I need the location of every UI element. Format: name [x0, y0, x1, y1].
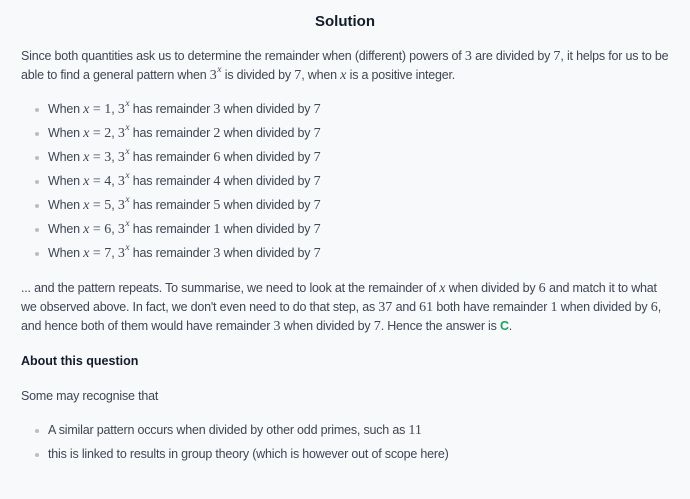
- text-run: Some may recognise that: [21, 389, 159, 403]
- text-run: , it helps for us to be able to find a general pattern when: [21, 49, 669, 82]
- text-run: this is linked to results in group theory (which is however out of scope here): [48, 447, 449, 461]
- math-exponent: x: [125, 194, 130, 205]
- list-item: [48, 196, 669, 215]
- text-run: has remainder: [129, 102, 214, 116]
- text-run: is a positive integer.: [346, 68, 456, 82]
- math-inline: 3: [213, 246, 221, 261]
- math-variable: x: [439, 281, 446, 296]
- text-run: when divided by: [220, 246, 314, 260]
- math-inline: 7: [313, 246, 321, 261]
- answer-choice: C: [499, 319, 509, 333]
- math-exponent: x: [125, 242, 130, 253]
- math-exponent: x: [125, 122, 130, 133]
- math-variable: x: [83, 174, 90, 189]
- text-run: When: [48, 198, 84, 212]
- text-run: has remainder: [129, 174, 214, 188]
- math-inline: 11: [408, 423, 422, 438]
- math-inline: 6: [538, 281, 546, 296]
- text-run: when divided by: [557, 300, 651, 314]
- math-inline: 1: [550, 300, 558, 315]
- text-run: when divided by: [220, 102, 314, 116]
- math-inline: 7: [313, 102, 321, 117]
- list-item: [48, 244, 669, 263]
- math-power: 3$^x$: [209, 64, 222, 83]
- list-item: [48, 172, 669, 191]
- text-run: ,: [111, 246, 118, 260]
- math-power: 3$^x$: [117, 194, 130, 213]
- math-variable: x: [340, 68, 347, 83]
- math-exponent: x: [125, 98, 130, 109]
- list-item: [48, 148, 669, 167]
- text-run: ,: [111, 102, 118, 116]
- text-run: ,: [111, 222, 118, 236]
- math-inline: = 1: [89, 102, 112, 117]
- text-run: ,: [111, 126, 118, 140]
- math-inline: 5: [213, 198, 221, 213]
- text-run: .: [508, 319, 513, 333]
- math-variable: x: [83, 126, 90, 141]
- math-inline: 3: [273, 319, 281, 334]
- list-item: [48, 220, 669, 239]
- about-intro-paragraph: [21, 387, 669, 406]
- text-run: are divided by: [471, 49, 554, 63]
- text-run: ,: [111, 174, 118, 188]
- about-heading: About this question: [21, 354, 139, 368]
- math-power: 3$^x$: [117, 242, 130, 261]
- math-inline: = 7: [89, 246, 112, 261]
- list-item: [48, 124, 669, 143]
- text-run: when divided by: [220, 198, 314, 212]
- math-inline: 7: [313, 222, 321, 237]
- math-inline: = 5: [89, 198, 112, 213]
- text-run: When: [48, 102, 84, 116]
- text-run: has remainder: [129, 246, 214, 260]
- math-inline: 7: [313, 150, 321, 165]
- list-item: [48, 100, 669, 119]
- text-run: ,: [111, 150, 118, 164]
- math-inline: = 2: [89, 126, 112, 141]
- math-inline: 2: [213, 126, 221, 141]
- list-item: [48, 421, 669, 440]
- math-inline: = 3: [89, 150, 112, 165]
- math-inline: 6: [213, 150, 221, 165]
- text-run: When: [48, 150, 84, 164]
- text-run: has remainder: [129, 222, 214, 236]
- text-run: has remainder: [129, 126, 214, 140]
- text-run: when divided by: [220, 174, 314, 188]
- math-variable: x: [83, 102, 90, 117]
- math-variable: x: [83, 246, 90, 261]
- text-run: when divided by: [280, 319, 374, 333]
- math-inline: 7: [313, 126, 321, 141]
- intro-paragraph: [21, 47, 669, 85]
- math-inline: = 4: [89, 174, 112, 189]
- math-inline: 3: [464, 49, 472, 64]
- math-power: 3$^x$: [117, 218, 130, 237]
- math-inline: 7: [553, 49, 561, 64]
- text-run: ,: [111, 198, 118, 212]
- text-run: When: [48, 246, 84, 260]
- text-run: both have remainder: [433, 300, 551, 314]
- text-run: . Hence the answer is: [380, 319, 500, 333]
- text-run: When: [48, 174, 84, 188]
- text-run: ... and the pattern repeats. To summarise, we need to look at the remainder of: [21, 281, 440, 295]
- text-run: and match it to what we observed above. In fact, we don't even need to do that step, as: [21, 281, 657, 314]
- text-run: , when: [301, 68, 341, 82]
- math-inline: 6: [650, 300, 658, 315]
- math-power: 3$^x$: [117, 98, 130, 117]
- math-inline: 7: [373, 319, 381, 334]
- math-power: 3$^x$: [117, 122, 130, 141]
- math-variable: x: [83, 198, 90, 213]
- text-run: When: [48, 222, 84, 236]
- text-run: has remainder: [129, 198, 214, 212]
- about-notes-list: [21, 421, 669, 464]
- math-inline: = 6: [89, 222, 112, 237]
- text-run: when divided by: [445, 281, 539, 295]
- math-inline: 37: [378, 300, 393, 315]
- math-inline: 3: [213, 102, 221, 117]
- math-inline: 7: [313, 198, 321, 213]
- math-exponent: x: [125, 170, 130, 181]
- text-run: A similar pattern occurs when divided by other odd primes, such as: [48, 423, 409, 437]
- math-variable: x: [83, 222, 90, 237]
- math-exponent: x: [125, 218, 130, 229]
- summary-paragraph: [21, 279, 669, 336]
- text-run: , and hence both of them would have remainder: [21, 300, 661, 333]
- remainder-cases-list: [21, 100, 669, 263]
- text-run: when divided by: [220, 222, 314, 236]
- math-inline: 1: [213, 222, 221, 237]
- text-run: Since both quantities ask us to determine the remainder when (different) powers of: [21, 49, 465, 63]
- page-title: Solution: [315, 13, 375, 30]
- math-power: 3$^x$: [117, 170, 130, 189]
- math-power: 3$^x$: [117, 146, 130, 165]
- math-inline: 4: [213, 174, 221, 189]
- math-variable: x: [83, 150, 90, 165]
- math-exponent: x: [217, 64, 222, 75]
- text-run: when divided by: [220, 126, 314, 140]
- math-inline: 61: [419, 300, 434, 315]
- text-run: when divided by: [220, 150, 314, 164]
- text-run: is divided by: [221, 68, 295, 82]
- math-inline: 7: [313, 174, 321, 189]
- list-item: [48, 445, 669, 464]
- math-exponent: x: [125, 146, 130, 157]
- text-run: When: [48, 126, 84, 140]
- math-inline: 7: [294, 68, 302, 83]
- text-run: has remainder: [129, 150, 214, 164]
- text-run: and: [392, 300, 420, 314]
